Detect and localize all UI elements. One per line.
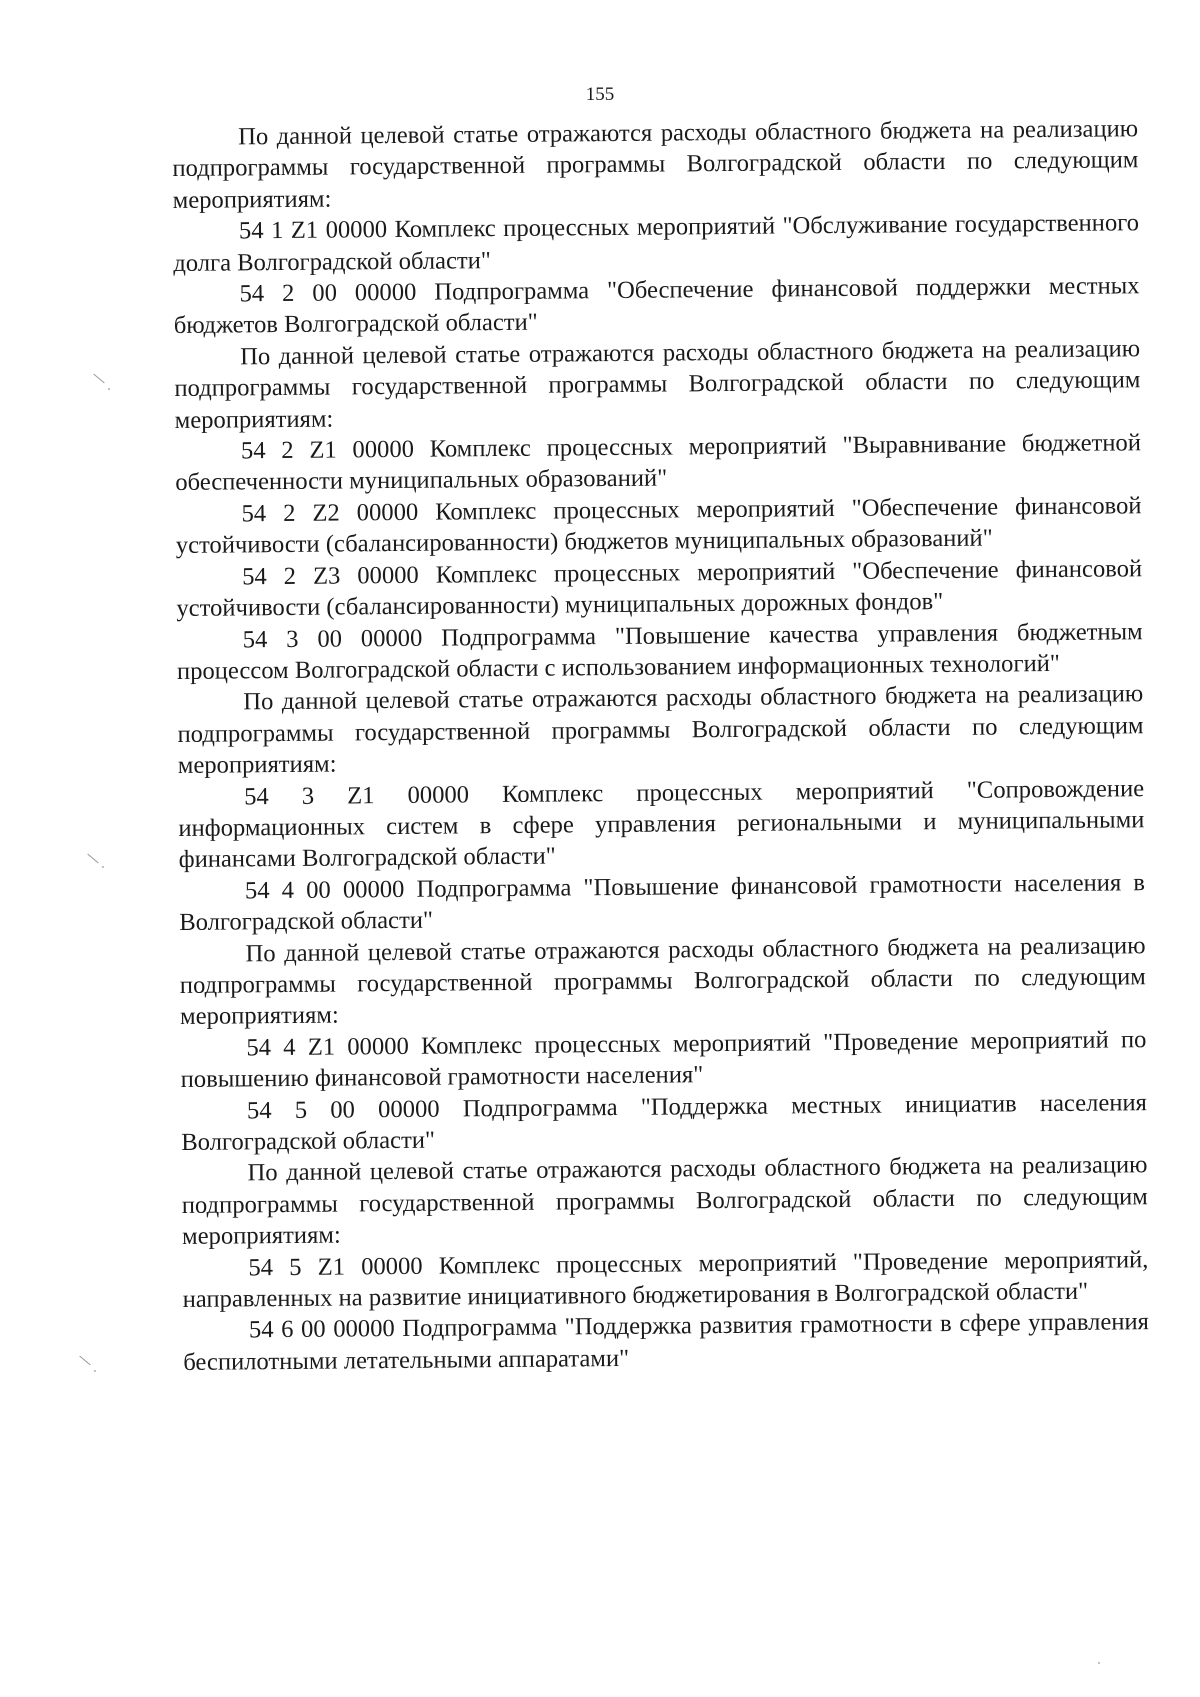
scan-mark <box>79 1356 90 1366</box>
paragraph-12: По данной целевой статье отражаются расходы областного бюджета на реализацию подпрограммы государственной программы Волгоградской области по следующим мероприятиям: <box>179 931 1146 1031</box>
paragraph-16: 54 5 Z1 00000 Комплекс процессных мероприятий "Проведение мероприятий, направленных на развитие инициативного бюджетирования в Волгоградской области" <box>182 1245 1149 1313</box>
paragraph-3: 54 2 00 00000 Подпрограмма "Обеспечение финансовой поддержки местных бюджетов Волгоградской области" <box>173 272 1140 340</box>
paragraph-9: По данной целевой статье отражаются расходы областного бюджета на реализацию подпрограммы государственной программы Волгоградской области по следующим мероприятиям: <box>177 680 1144 780</box>
paragraph-14: 54 5 00 00000 Подпрограмма "Поддержка местных инициатив населения Волгоградской области" <box>181 1088 1148 1156</box>
paragraph-1: По данной целевой статье отражаются расходы областного бюджета на реализацию подпрограммы государственной программы Волгоградской области по следующим мероприятиям: <box>172 115 1139 214</box>
paragraph-15: По данной целевой статье отражаются расходы областного бюджета на реализацию подпрограммы государственной программы Волгоградской области по следующим мероприятиям: <box>181 1151 1148 1251</box>
paragraph-4: По данной целевой статье отражаются расходы областного бюджета на реализацию подпрограммы государственной программы Волгоградской области по следующим мероприятиям: <box>174 335 1141 434</box>
paragraph-11: 54 4 00 00000 Подпрограмма "Повышение финансовой грамотности населения в Волгоградской области" <box>179 868 1146 937</box>
paragraph-6: 54 2 Z2 00000 Комплекс процессных мероприятий "Обеспечение финансовой устойчивости (сбалансированности) бюджетов муниципальных образований" <box>175 492 1142 560</box>
scan-dot <box>108 388 110 390</box>
paragraph-5: 54 2 Z1 00000 Комплекс процессных мероприятий "Выравнивание бюджетной обеспеченности муниципальных образований" <box>175 429 1142 497</box>
paragraph-8: 54 3 00 00000 Подпрограмма "Повышение качества управления бюджетным процессом Волгоградской области с использованием информационных технологий" <box>176 617 1143 685</box>
document-body <box>172 113 1149 1378</box>
scan-dot <box>102 866 104 868</box>
scan-mark <box>87 854 98 864</box>
paragraph-10: 54 3 Z1 00000 Комплекс процессных мероприятий "Сопровождение информационных систем в сфере управления региональными и муниципальными финансами Волгоградской области" <box>178 774 1145 874</box>
paragraph-17: 54 6 00 00000 Подпрограмма "Поддержка развития грамотности в сфере управления беспилотными летательными аппаратами" <box>183 1308 1150 1376</box>
scan-dot <box>1098 1662 1100 1664</box>
paragraph-2: 54 1 Z1 00000 Комплекс процессных мероприятий "Обслуживание государственного долга Волгоградской области" <box>173 209 1140 277</box>
scan-dot <box>94 1370 96 1372</box>
page-number: 155 <box>585 84 615 105</box>
scan-mark <box>93 374 104 384</box>
paragraph-13: 54 4 Z1 00000 Комплекс процессных мероприятий "Проведение мероприятий по повышению финансовой грамотности населения" <box>180 1025 1147 1094</box>
paragraph-7: 54 2 Z3 00000 Комплекс процессных мероприятий "Обеспечение финансовой устойчивости (сбалансированности) муниципальных дорожных фондов" <box>176 554 1143 623</box>
